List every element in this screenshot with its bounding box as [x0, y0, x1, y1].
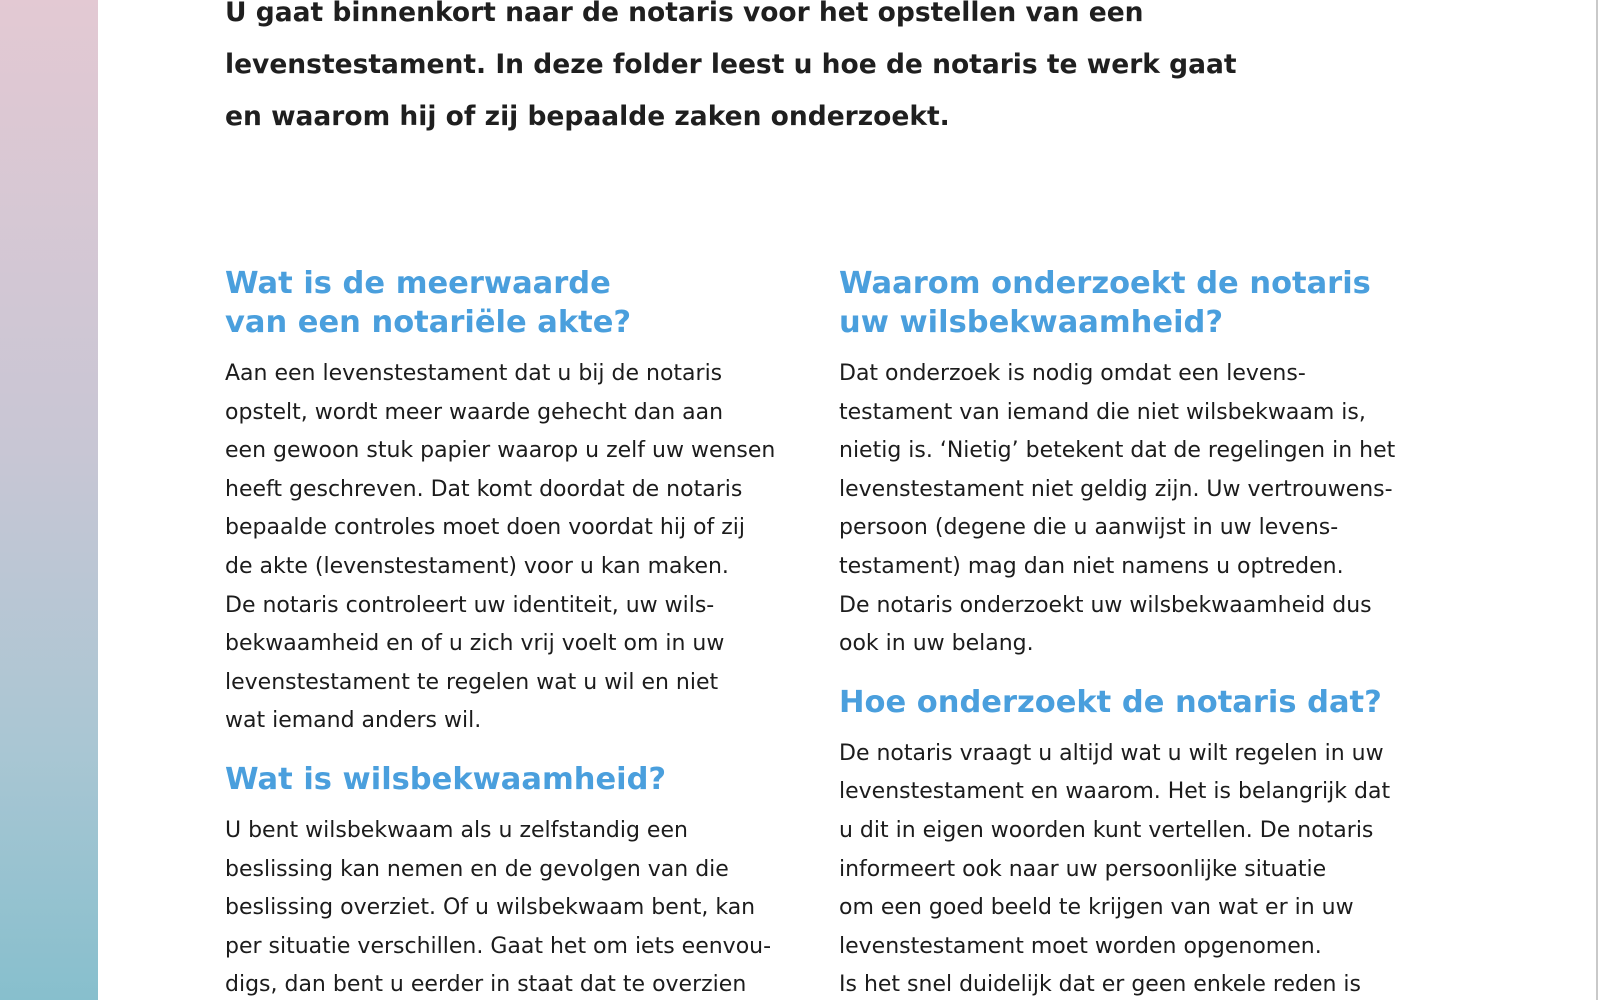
- intro-line: en waarom hij of zij bepaalde zaken onderzoekt.: [225, 101, 950, 132]
- text-line: een gewoon stuk papier waarop u zelf uw wensen: [225, 438, 776, 464]
- heading-line: Wat is wilsbekwaamheid?: [225, 761, 667, 797]
- text-line: beslissing kan nemen en de gevolgen van die: [225, 856, 729, 882]
- text-line: Is het snel duidelijk dat er geen enkele reden is: [839, 972, 1362, 998]
- heading-meerwaarde: [225, 264, 805, 342]
- text-line: testament van iemand die niet wilsbekwaam is,: [839, 399, 1366, 425]
- heading-line: Waarom onderzoekt de notaris: [839, 266, 1371, 301]
- text-line: wat iemand anders wil.: [225, 708, 482, 734]
- text-line: de akte (levenstestament) voor u kan maken.: [225, 553, 729, 579]
- heading-line: Wat is de meerwaarde: [225, 266, 611, 301]
- paragraph-hoe-onderzoek: [839, 735, 1419, 1000]
- text-line: bekwaamheid en of u zich vrij voelt om in uw: [225, 631, 725, 657]
- text-line: levenstestament niet geldig zijn. Uw vertrouwens-: [839, 476, 1393, 502]
- text-line: informeert ook naar uw persoonlijke situatie: [839, 856, 1327, 882]
- text-line: Aan een levenstestament dat u bij de notaris: [225, 361, 723, 386]
- heading-line: van een notariële akte?: [225, 305, 632, 340]
- text-line: testament) mag dan niet namens u optreden.: [839, 553, 1344, 579]
- page-edge: [1596, 0, 1598, 1000]
- text-line: om een goed beeld te krijgen van wat er in uw: [839, 895, 1354, 921]
- text-line: heeft geschreven. Dat komt doordat de notaris: [225, 476, 743, 502]
- text-line: levenstestament te regelen wat u wil en niet: [225, 669, 719, 695]
- text-line: De notaris onderzoekt uw wilsbekwaamheid dus: [839, 592, 1372, 618]
- heading-hoe-onderzoek: [839, 683, 1419, 722]
- heading-wilsbekwaamheid: [225, 760, 805, 799]
- heading-line: Hoe onderzoekt de notaris dat?: [839, 684, 1382, 720]
- left-column: [225, 264, 805, 1000]
- right-column: [839, 264, 1419, 1000]
- decorative-side-band: [0, 0, 98, 1000]
- text-line: De notaris vraagt u altijd wat u wilt regelen in uw: [839, 740, 1384, 766]
- paragraph-meerwaarde: [225, 355, 805, 741]
- heading-line: uw wilsbekwaamheid?: [839, 305, 1224, 340]
- text-line: U bent wilsbekwaam als u zelfstandig een: [225, 817, 688, 843]
- text-line: beslissing overziet. Of u wilsbekwaam bent, kan: [225, 895, 756, 921]
- text-line: digs, dan bent u eerder in staat dat te overzien: [225, 972, 747, 998]
- text-line: De notaris controleert uw identiteit, uw wils-: [225, 592, 715, 618]
- intro-line: U gaat binnenkort naar de notaris voor het opstellen van een: [225, 0, 1144, 28]
- text-line: nietig is. ‘Nietig’ betekent dat de regelingen in het: [839, 438, 1396, 464]
- text-line: Dat onderzoek is nodig omdat een levens-: [839, 361, 1306, 386]
- intro-paragraph: [225, 0, 1237, 143]
- text-line: per situatie verschillen. Gaat het om iets eenvou-: [225, 933, 772, 959]
- paragraph-wilsbekwaamheid: [225, 812, 805, 1000]
- text-line: opstelt, wordt meer waarde gehecht dan aan: [225, 399, 724, 425]
- text-line: levenstestament moet worden opgenomen.: [839, 933, 1322, 959]
- text-line: persoon (degene die u aanwijst in uw levens-: [839, 515, 1339, 541]
- text-line: u dit in eigen woorden kunt vertellen. De notaris: [839, 817, 1374, 843]
- intro-line: levenstestament. In deze folder leest u hoe de notaris te werk gaat: [225, 49, 1237, 80]
- paragraph-waarom-onderzoek: [839, 355, 1419, 664]
- heading-waarom-onderzoek: [839, 264, 1419, 342]
- text-line: bepaalde controles moet doen voordat hij of zij: [225, 515, 746, 541]
- text-line: levenstestament en waarom. Het is belangrijk dat: [839, 779, 1391, 805]
- text-line: ook in uw belang.: [839, 631, 1034, 657]
